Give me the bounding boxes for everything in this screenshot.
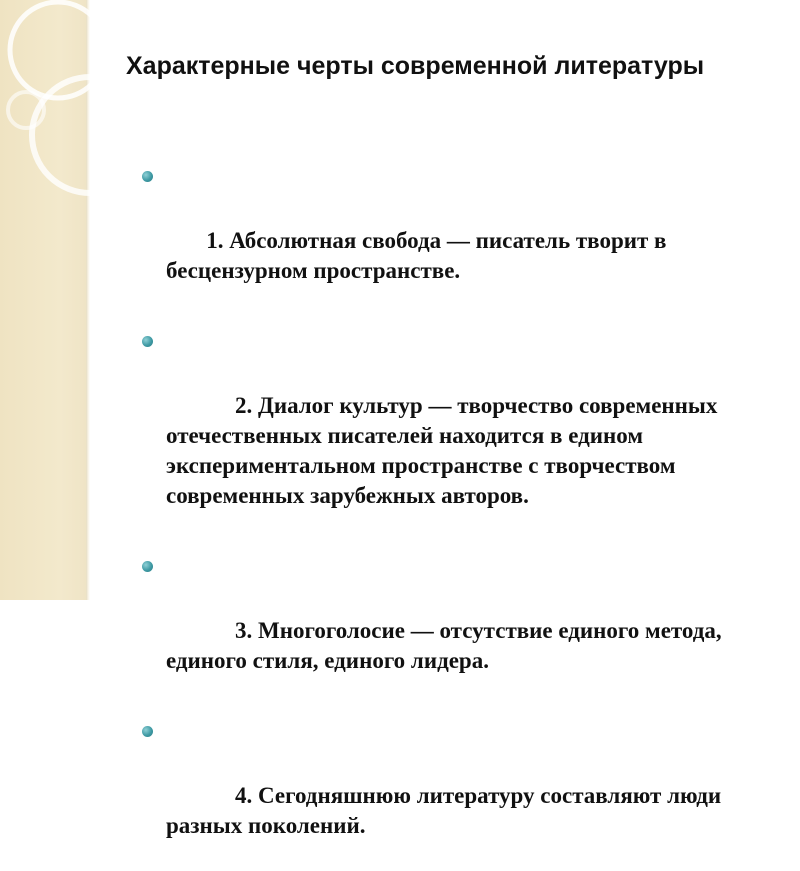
list-item (140, 721, 740, 871)
list-item (140, 556, 740, 706)
bullet-dot-icon (142, 561, 153, 572)
list-item-text: 1. Абсолютная свобода — писатель творит в бесцензурном пространстве. (166, 228, 673, 283)
list-item-text: 2. Диалог культур — творчество современных отечественных писателей находится в едином экспериментальном пространстве с творчеством современных зарубежных авторов. (166, 393, 724, 508)
slide-title: Характерные черты современной литературы (126, 52, 705, 80)
bullet-list (140, 166, 740, 871)
bullet-dot-icon (142, 171, 153, 182)
list-item-text: 4. Сегодняшнюю литературу составляют люди разных поколений. (166, 783, 727, 838)
decorative-circles (0, 0, 100, 220)
list-item-text: 3. Многоголосие — отсутствие единого метода, единого стиля, единого лидера. (166, 618, 728, 673)
list-item (140, 166, 740, 316)
bullet-dot-icon (142, 336, 153, 347)
bullet-dot-icon (142, 726, 153, 737)
list-item (140, 331, 740, 541)
